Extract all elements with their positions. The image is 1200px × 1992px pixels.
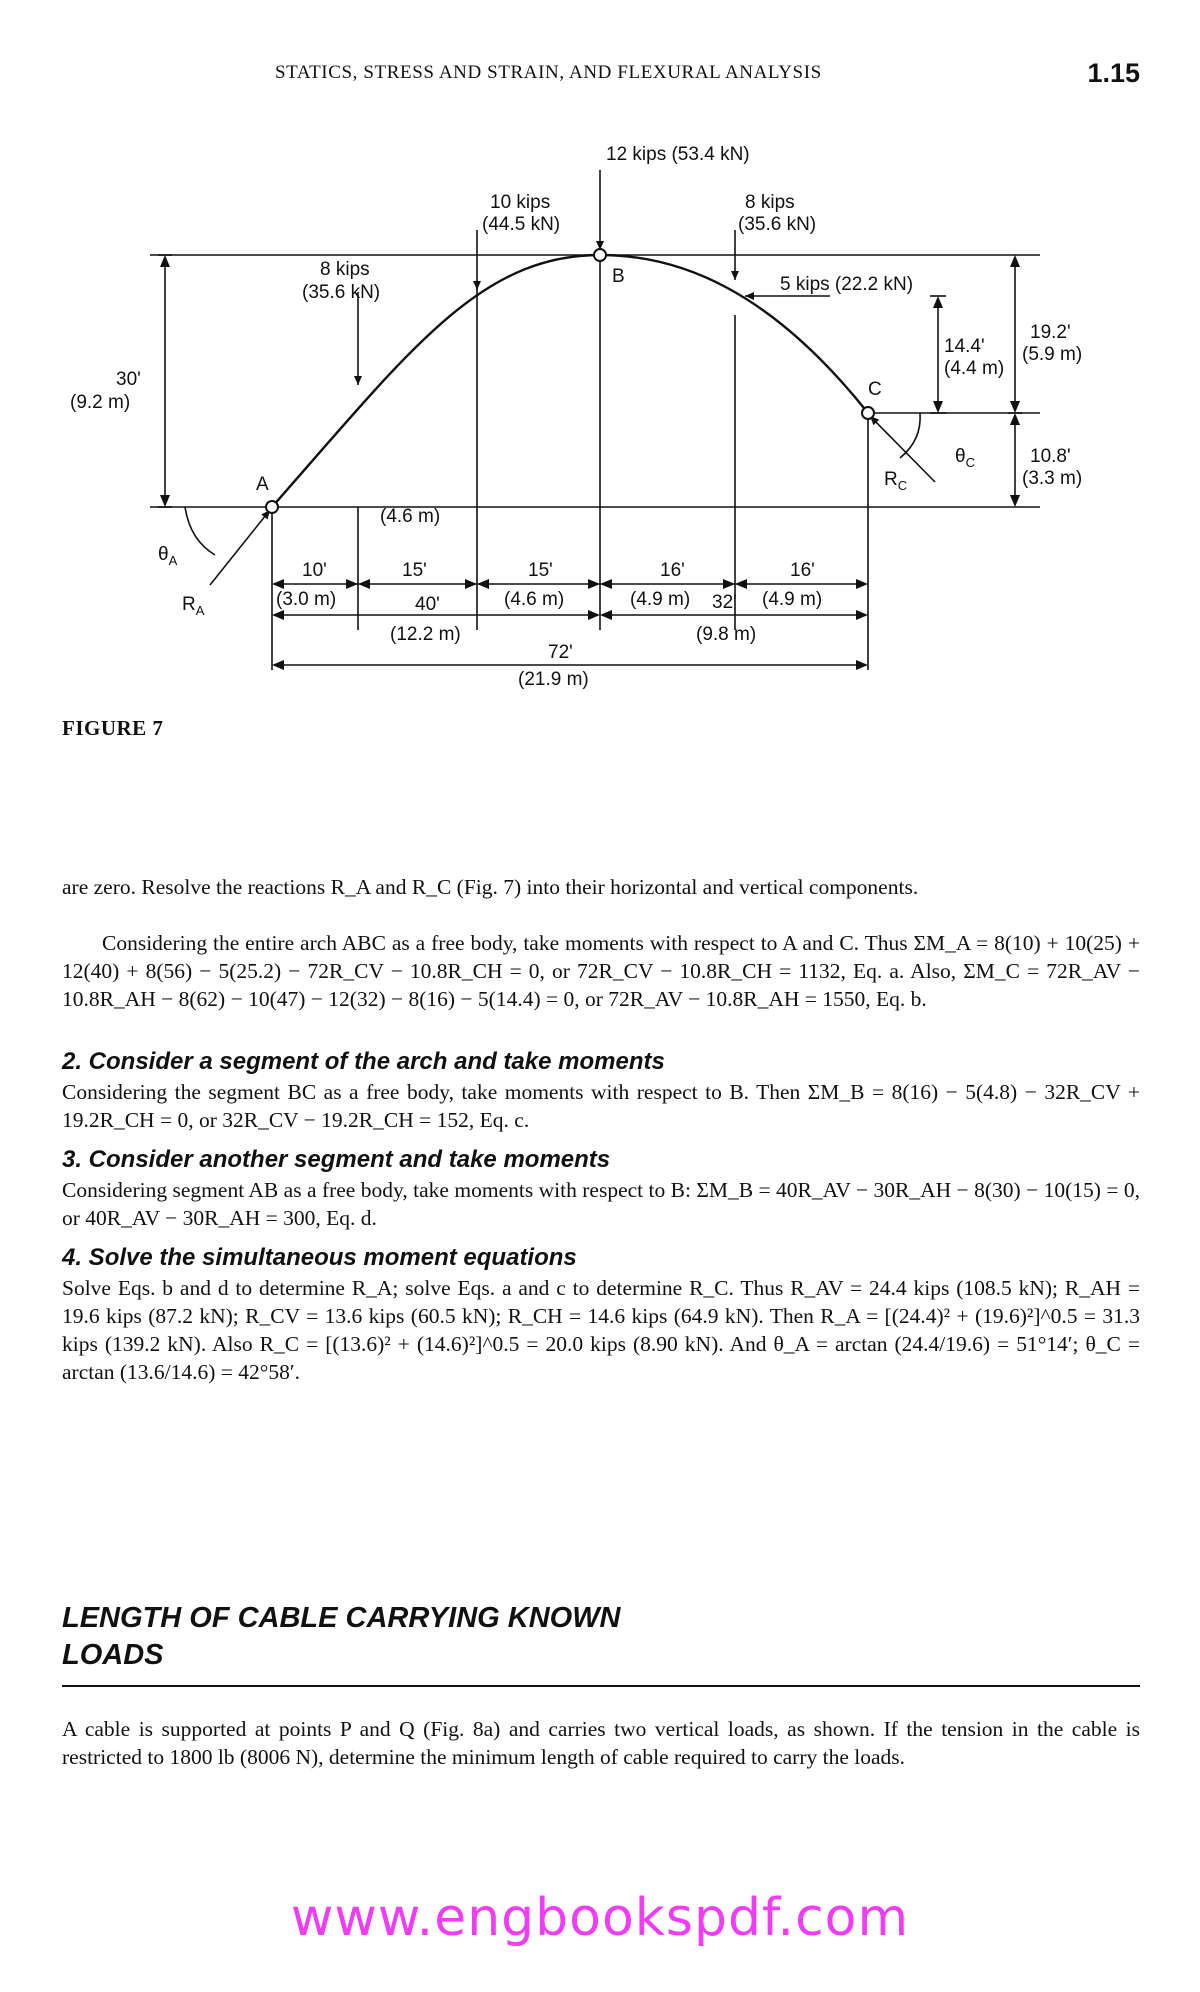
label-load-10kips: 10 kips: [490, 192, 551, 213]
label-dim-30ft-si: (9.2 m): [70, 392, 131, 413]
label-load-12kips: 12 kips (53.4 kN): [606, 144, 750, 165]
label-load-8kips-left-si: (35.6 kN): [302, 282, 381, 303]
label-dim-10-8ft-si: (3.3 m): [1022, 468, 1083, 489]
label-dim-19-2ft: 19.2': [1030, 322, 1071, 343]
label-rc: $R_C$: [884, 469, 908, 493]
hinge-c: [862, 407, 874, 419]
label-theta-a: $\theta_A$: [158, 544, 178, 568]
label-dim-15ft-a: 15': [402, 560, 427, 581]
paragraph-cable-problem: A cable is supported at points P and Q (Fig. 8a) and carries two vertical loads, as shown. If the tension in the cable is restricted to 1800 lb (8006 N), determine the minimum length of cable required to carry the loads.: [62, 1717, 1140, 1769]
running-head: [0, 58, 1200, 98]
label-load-10kips-si: (44.5 kN): [482, 214, 561, 235]
label-point-c: C: [868, 379, 882, 400]
label-dim-72ft: 72': [548, 642, 573, 663]
paragraph-segment-bc: Considering the segment BC as a free body, take moments with respect to B. Then ΣM_B = 8(16) − 5(4.8) − 32R_CV + 19.2R_CH = 0, or 32R_CV − 19.2R_CH = 152, Eq. c.: [62, 1080, 1140, 1132]
paragraph-reactions: are zero. Resolve the reactions R_A and R_C (Fig. 7) into their horizontal and vertical components.: [62, 875, 919, 899]
paragraph-entire-arch: Considering the entire arch ABC as a free body, take moments with respect to A and C. Thus ΣM_A = 8(10) + 10(25) + 12(40) + 8(56) − 5(25.2) − 72R_CV − 10.8R_CH = 0, or 72R_CV − 10.8R_CH = 1132, Eq. a. Also, ΣM_C = 72R_AV − 10.8R_AH − 8(62) − 10(47) − 12(32) − 8(16) − 5(14.4) = 0, or 72R_AV − 10.8R_AH = 1550, Eq. b.: [62, 931, 1140, 1011]
label-dim-16ft-b: 16': [790, 560, 815, 581]
angle-arc-theta-a: [185, 507, 215, 555]
label-dim-10ft: 10': [302, 560, 327, 581]
label-dim-14-4ft: 14.4': [944, 336, 985, 357]
section-title: LENGTH OF CABLE CARRYING KNOWN LOADS: [62, 1602, 621, 1671]
label-dim-40ft: 40': [415, 594, 440, 615]
label-dim-14-4ft-si: (4.4 m): [944, 358, 1005, 379]
paragraph-segment-ab: Considering segment AB as a free body, take moments with respect to B: ΣM_B = 40R_AV − 30R_AH − 8(30) − 10(15) = 0, or 40R_AV − 30R_AH = 300, Eq. d.: [62, 1178, 1140, 1230]
step-4-heading: 4. Solve the simultaneous moment equations: [62, 1244, 577, 1271]
label-point-b: B: [612, 266, 625, 287]
angle-arc-theta-c: [900, 413, 920, 458]
label-point-a: A: [256, 474, 269, 495]
label-load-5kips: 5 kips (22.2 kN): [780, 274, 914, 295]
page-number: 1.15: [1087, 58, 1140, 88]
watermark: www.engbookspdf.com: [290, 1888, 910, 1948]
label-dim-16ft-b-si: (4.9 m): [762, 589, 823, 610]
section-rule: [62, 1685, 1140, 1687]
label-dim-10ft-si: (3.0 m): [276, 589, 337, 610]
label-dim-19-2ft-si: (5.9 m): [1022, 344, 1083, 365]
label-dim-15ft-b-si: (4.6 m): [504, 589, 565, 610]
label-dim-40ft-si: (12.2 m): [390, 624, 461, 645]
label-theta-c: $\theta_C$: [955, 446, 975, 470]
hinge-b: [594, 249, 606, 261]
reaction-arrow-rc: [870, 416, 935, 482]
step-3-heading: 3. Consider another segment and take moments: [62, 1146, 611, 1173]
label-dim-10-8ft: 10.8': [1030, 446, 1071, 467]
figure-caption: FIGURE 7: [62, 716, 164, 740]
label-dim-72ft-si: (21.9 m): [518, 669, 589, 690]
reaction-arrow-ra: [210, 510, 270, 585]
label-ra: $R_A$: [182, 594, 205, 618]
label-dim-15ft-a-si: (4.6 m): [380, 506, 441, 527]
label-load-8kips-left: 8 kips: [320, 259, 370, 280]
label-dim-16ft-a: 16': [660, 560, 685, 581]
running-title: STATICS, STRESS AND STRAIN, AND FLEXURAL ANALYSIS: [275, 62, 822, 83]
label-dim-15ft-b: 15': [528, 560, 553, 581]
arch-figure: [0, 130, 1200, 700]
label-dim-16ft-a-si: (4.9 m): [630, 589, 691, 610]
label-load-8kips-right: 8 kips: [745, 192, 795, 213]
label-dim-32ft: 32': [712, 592, 737, 613]
hinge-a: [266, 501, 278, 513]
label-load-8kips-right-si: (35.6 kN): [738, 214, 817, 235]
label-dim-32ft-si: (9.8 m): [696, 624, 757, 645]
label-dim-30ft: 30': [116, 369, 141, 390]
step-2-heading: 2. Consider a segment of the arch and take moments: [62, 1048, 665, 1075]
paragraph-solve-equations: Solve Eqs. b and d to determine R_A; solve Eqs. a and c to determine R_C. Thus R_AV = 24.4 kips (108.5 kN); R_AH = 19.6 kips (87.2 kN); R_CV = 13.6 kips (60.5 kN); R_CH = 14.6 kips (64.9 kN). Then R_A = [(24.4)² + (19.6)²]^0.5 = 31.3 kips (139.2 kN). Also R_C = [(13.6)² + (14.6)²]^0.5 = 20.0 kips (8.90 kN). And θ_A = arctan (24.4/19.6) = 51°14′; θ_C = arctan (13.6/14.6) = 42°58′.: [62, 1276, 1140, 1384]
